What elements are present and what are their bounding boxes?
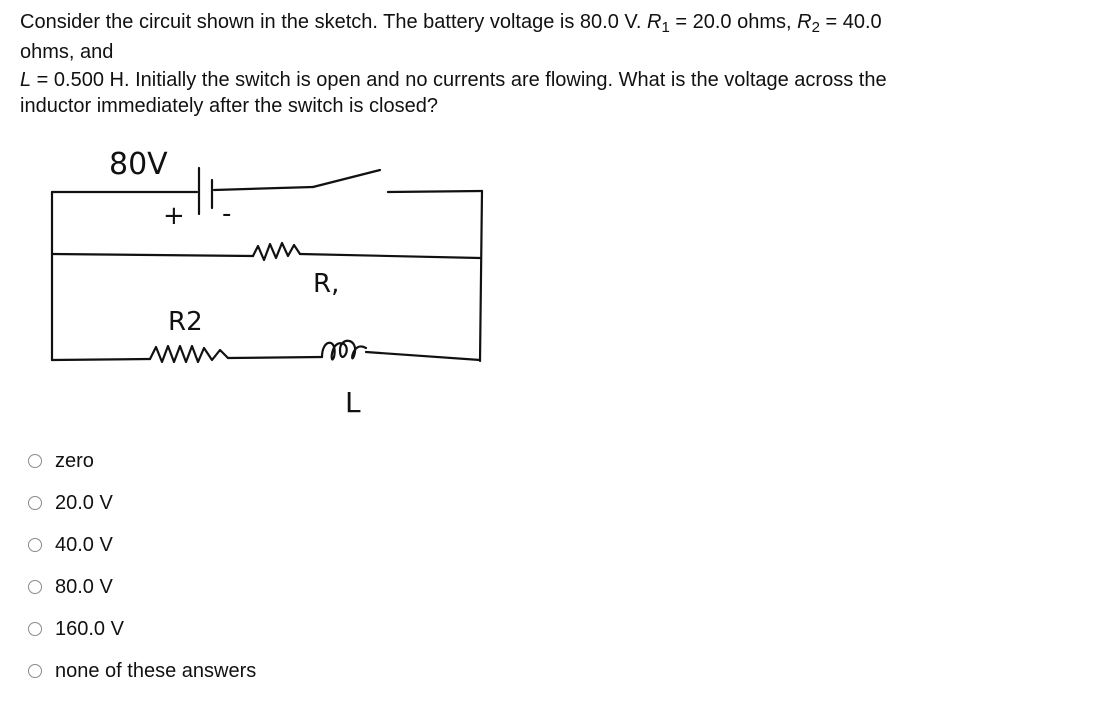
choice-80v[interactable] [28, 566, 628, 608]
wire-middle-left [52, 254, 253, 256]
r2-symbol: R [797, 11, 812, 33]
resistor-r1 [253, 243, 300, 260]
choice-none[interactable] [28, 650, 628, 692]
inductor-coil [322, 341, 366, 360]
radio-button[interactable] [28, 580, 42, 594]
radio-button[interactable] [28, 496, 42, 510]
r2-label: R2 [168, 307, 203, 337]
question-line-3: L = 0.500 H. Initially the switch is open and no currents are flowing. What is the voltage across the [20, 69, 887, 91]
radio-button[interactable] [28, 664, 42, 678]
r2-subscript: 2 [811, 19, 820, 36]
question-line-1: Consider the circuit shown in the sketch. The battery voltage is 80.0 V. $R_1 = 20.0$ ohms, $R_2 = 40.0$ [20, 11, 882, 36]
choice-label: 40.0 V [55, 533, 113, 556]
battery-minus-sign: - [222, 199, 232, 229]
wire-right-side [480, 191, 482, 361]
wire-battery-to-switch [214, 187, 313, 190]
wire-top-right [388, 191, 482, 192]
choice-label: 160.0 V [55, 617, 124, 640]
wire-r2-to-inductor [228, 357, 322, 358]
question-line-2: ohms, and [20, 41, 114, 63]
l-symbol: L [20, 69, 32, 91]
question-line-4: inductor immediately after the switch is closed? [20, 95, 438, 117]
battery-plus-sign: + [163, 201, 185, 231]
choice-label: 80.0 V [55, 575, 113, 598]
wire-bottom-left [52, 359, 150, 360]
inductor-label: L [345, 386, 361, 419]
r1-label: R, [313, 269, 340, 299]
choice-label: none of these answers [55, 659, 257, 682]
switch-blade [313, 170, 380, 187]
wire-middle-right [300, 254, 480, 258]
choice-160v[interactable] [28, 608, 628, 650]
choice-20v[interactable] [28, 482, 628, 524]
radio-button[interactable] [28, 454, 42, 468]
choice-label: 20.0 V [55, 491, 113, 514]
radio-button[interactable] [28, 622, 42, 636]
choice-zero[interactable] [28, 440, 628, 482]
r1-subscript: 1 [661, 19, 670, 36]
battery-label: 80V [109, 147, 168, 182]
choice-label: zero [55, 449, 94, 472]
wire-bottom-right [366, 352, 480, 360]
choice-40v[interactable] [28, 524, 628, 566]
answer-choices [28, 440, 628, 692]
resistor-r2 [150, 346, 228, 362]
r1-symbol: R [647, 11, 662, 33]
radio-button[interactable] [28, 538, 42, 552]
